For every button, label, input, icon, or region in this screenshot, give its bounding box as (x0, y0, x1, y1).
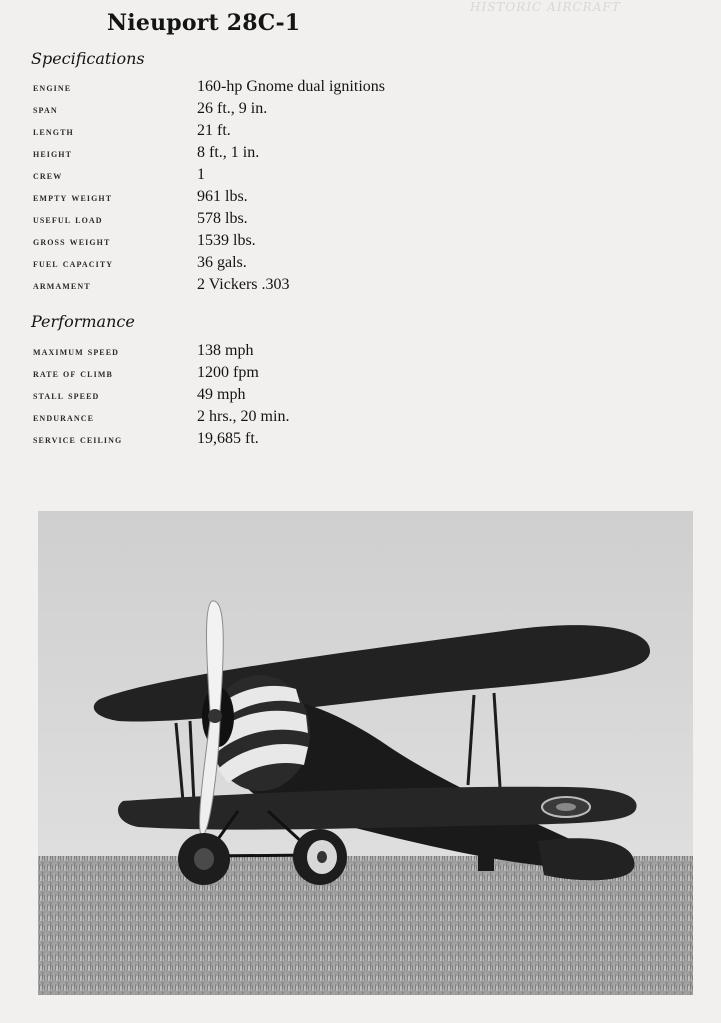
spec-value: 160-hp Gnome dual ignitions (197, 78, 385, 95)
spec-value: 961 lbs. (197, 188, 248, 205)
specifications-table (33, 78, 633, 298)
performance-row (33, 408, 633, 430)
spec-value: 578 lbs. (197, 210, 248, 227)
performance-label: rate of climb (33, 368, 113, 380)
spec-label: length (33, 126, 74, 138)
spec-row (33, 232, 633, 254)
spec-label: crew (33, 170, 63, 182)
spec-label: span (33, 104, 58, 116)
spec-row (33, 144, 633, 166)
spec-label: engine (33, 82, 72, 94)
spec-row (33, 166, 633, 188)
performance-table (33, 342, 633, 452)
performance-label: endurance (33, 412, 95, 424)
performance-label: service ceiling (33, 434, 123, 446)
performance-value: 19,685 ft. (197, 430, 259, 447)
roundel-emblem (542, 797, 590, 817)
spec-label: fuel capacity (33, 258, 114, 270)
biplane-photo (38, 511, 693, 995)
performance-value: 49 mph (197, 386, 246, 403)
spec-value: 8 ft., 1 in. (197, 144, 260, 161)
bleed-through-text: HISTORIC AIRCRAFT (470, 0, 621, 14)
performance-label: maximum speed (33, 346, 120, 358)
spec-row (33, 100, 633, 122)
spec-row (33, 210, 633, 232)
spec-value: 1539 lbs. (197, 232, 256, 249)
performance-value: 138 mph (197, 342, 254, 359)
right-wheel (293, 829, 347, 885)
spec-label: height (33, 148, 73, 160)
performance-value: 2 hrs., 20 min. (197, 408, 290, 425)
performance-row (33, 430, 633, 452)
spec-value: 26 ft., 9 in. (197, 100, 268, 117)
spec-value: 2 Vickers .303 (197, 276, 290, 293)
spec-label: gross weight (33, 236, 111, 248)
spec-row (33, 276, 633, 298)
performance-row (33, 386, 633, 408)
spec-row (33, 188, 633, 210)
spec-row (33, 254, 633, 276)
spec-value: 21 ft. (197, 122, 231, 139)
performance-row (33, 364, 633, 386)
spec-value: 1 (197, 166, 205, 183)
specifications-heading: Specifications (31, 49, 145, 68)
spec-row (33, 122, 633, 144)
page-title: Nieuport 28C-1 (107, 10, 301, 36)
biplane-illustration (38, 511, 693, 995)
performance-value: 1200 fpm (197, 364, 259, 381)
spec-row (33, 78, 633, 100)
tail-skid (478, 841, 494, 871)
spec-value: 36 gals. (197, 254, 247, 271)
performance-label: stall speed (33, 390, 100, 402)
performance-heading: Performance (31, 312, 135, 331)
left-wheel (178, 833, 230, 885)
performance-row (33, 342, 633, 364)
spec-label: useful load (33, 214, 103, 226)
spec-label: empty weight (33, 192, 113, 204)
spec-label: armament (33, 280, 91, 292)
